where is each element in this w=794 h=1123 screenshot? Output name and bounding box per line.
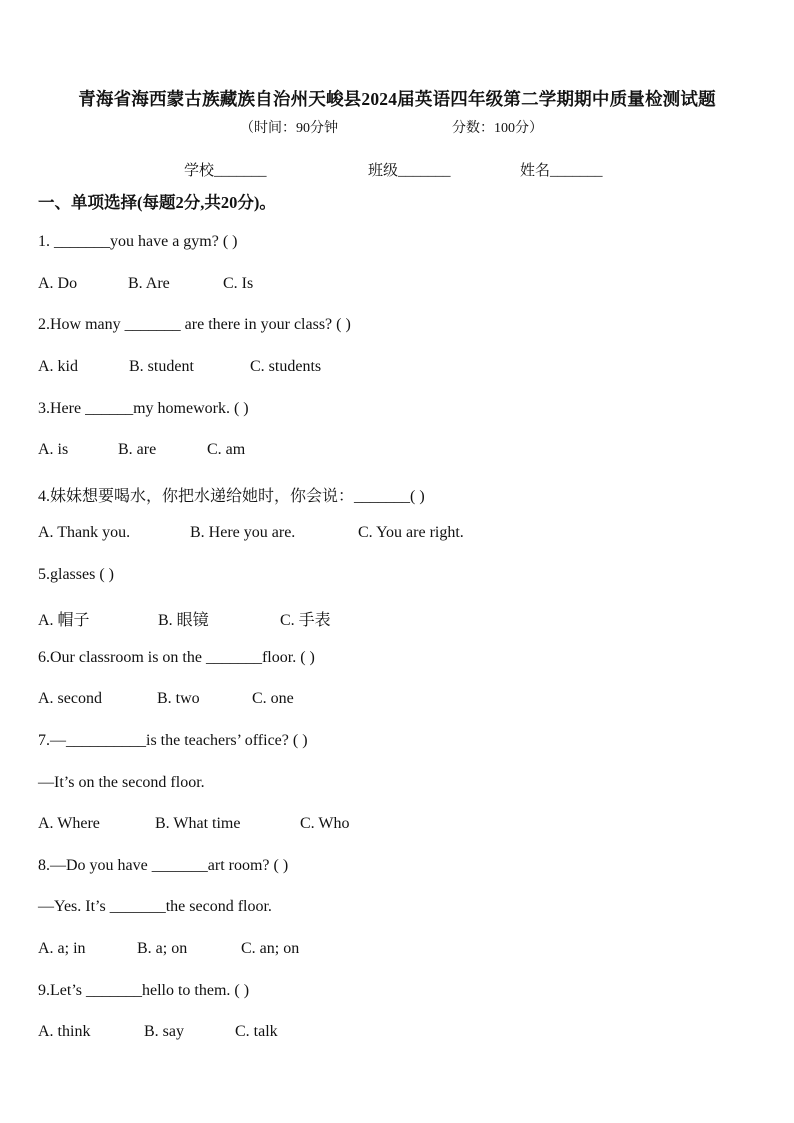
exam-score: 分数：100分） bbox=[452, 121, 543, 136]
question-8-response: —Yes. It’s _______the second floor. bbox=[38, 898, 272, 915]
q8-option-a: A. a; in bbox=[38, 940, 86, 957]
q4-option-b: B. Here you are. bbox=[190, 524, 296, 541]
name-field: 姓名_______ bbox=[520, 163, 603, 179]
q4-option-c: C. You are right. bbox=[358, 524, 464, 541]
question-2: 2.How many _______ are there in your class? ( ) bbox=[38, 316, 351, 333]
section-heading: 一、单项选择(每题2分,共20分)。 bbox=[38, 193, 276, 212]
q1-option-c: C. Is bbox=[223, 275, 254, 292]
q5-option-b: B. 眼镜 bbox=[158, 612, 209, 629]
q1-option-a: A. Do bbox=[38, 275, 78, 292]
q4-option-a: A. Thank you. bbox=[38, 524, 131, 541]
q2-option-a: A. kid bbox=[38, 358, 78, 375]
q9-option-b: B. say bbox=[144, 1023, 184, 1040]
q5-option-c: C. 手表 bbox=[280, 612, 331, 629]
question-3: 3.Here ______my homework. ( ) bbox=[38, 400, 249, 417]
question-5: 5.glasses ( ) bbox=[38, 566, 114, 583]
q5-option-a: A. 帽子 bbox=[38, 612, 90, 629]
q7-option-b: B. What time bbox=[155, 815, 241, 832]
q7-option-c: C. Who bbox=[300, 815, 350, 832]
question-7-response: —It’s on the second floor. bbox=[38, 774, 205, 791]
class-field: 班级_______ bbox=[368, 163, 451, 179]
q6-option-a: A. second bbox=[38, 690, 102, 707]
q2-option-b: B. student bbox=[129, 358, 194, 375]
exam-time: （时间：90分钟 bbox=[240, 121, 338, 136]
question-7: 7.—__________is the teachers’ office? ( ) bbox=[38, 732, 308, 749]
q8-option-b: B. a; on bbox=[137, 940, 188, 957]
q3-option-b: B. are bbox=[118, 441, 157, 458]
question-8: 8.—Do you have _______art room? ( ) bbox=[38, 857, 289, 874]
q6-option-b: B. two bbox=[157, 690, 200, 707]
q1-option-b: B. Are bbox=[128, 275, 170, 292]
q9-option-c: C. talk bbox=[235, 1023, 278, 1040]
question-9: 9.Let’s _______hello to them. ( ) bbox=[38, 982, 250, 999]
question-1: 1. _______you have a gym? ( ) bbox=[38, 233, 238, 250]
school-field: 学校_______ bbox=[184, 163, 267, 179]
question-6: 6.Our classroom is on the _______floor. ( ) bbox=[38, 649, 315, 666]
exam-title: 青海省海西蒙古族藏族自治州天峻县2024届英语四年级第二学期期中质量检测试题 bbox=[78, 89, 716, 109]
q7-option-a: A. Where bbox=[38, 815, 100, 832]
q3-option-c: C. am bbox=[207, 441, 246, 458]
q6-option-c: C. one bbox=[252, 690, 294, 707]
question-4: 4.妹妹想要喝水，你把水递给她时，你会说：_______( ) bbox=[38, 488, 425, 505]
q3-option-a: A. is bbox=[38, 441, 69, 458]
q9-option-a: A. think bbox=[38, 1023, 91, 1040]
q8-option-c: C. an; on bbox=[241, 940, 300, 957]
q2-option-c: C. students bbox=[250, 358, 322, 375]
